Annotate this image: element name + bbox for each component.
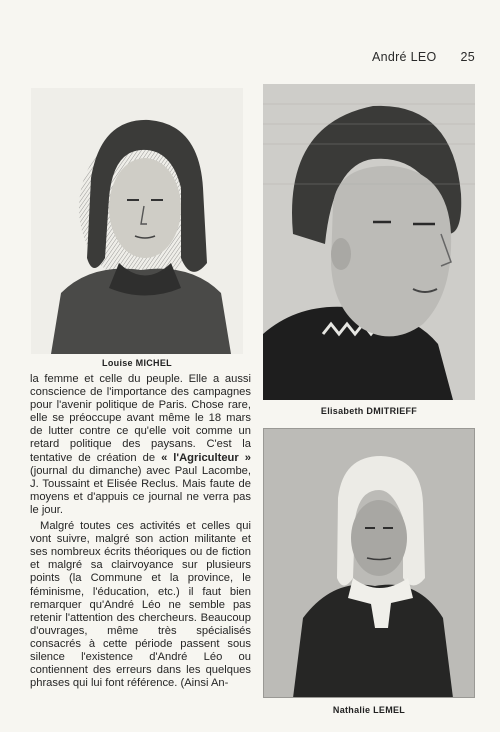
caption-louise-michel: Louise MICHEL bbox=[102, 358, 172, 368]
running-head bbox=[372, 50, 475, 64]
paragraph-1-text-end: (journal du dimanche) avec Paul Lacombe, J. Toussaint et Elisée Reclus. Mais faute de moyens et d'appuis ce journal ne verra pas le jour. bbox=[30, 464, 251, 516]
body-text bbox=[30, 373, 251, 690]
page-number: 25 bbox=[460, 50, 475, 64]
caption-elisabeth-dmitrieff: Elisabeth DMITRIEFF bbox=[320, 406, 418, 416]
running-head-author: André LEO bbox=[371, 50, 437, 64]
portrait-elisabeth-dmitrieff bbox=[263, 84, 475, 400]
portrait-louise-michel bbox=[31, 88, 243, 354]
paragraph-2: Malgré toutes ces activités et celles qui vont suivre, malgré son action militante et ses nombreux écrits théoriques ou de fiction et malgré sa clairvoyance sur plusieurs points (la Commune et la province, le féminisme, l'éducation, etc.) il faut bien remarquer qu'André Léo ne semble pas retenir l'attention des chercheurs. Beaucoup d'ouvrages, même très spécialisés consacrés à cette période passent sous silence l'existence d'André Léo ou contiennent des erreurs dans les quelques phrases qui lui font référence. (Ainsi An- bbox=[30, 520, 251, 690]
journal-title: « l'Agriculteur » bbox=[161, 451, 251, 464]
portrait-nathalie-lemel bbox=[263, 428, 475, 698]
caption-nathalie-lemel: Nathalie LEMEL bbox=[332, 705, 406, 715]
paragraph-1-text: la femme et celle du peuple. Elle a aussi conscience de l'importance des campagnes pour l'avenir politique de Paris. Chose rare, elle se préoccupe avant même le 18 mars de lutter contre ce qu'elle voit comme un retard politique des paysans. C'est la tentative de création de bbox=[30, 373, 251, 464]
paragraph-1 bbox=[30, 373, 251, 517]
